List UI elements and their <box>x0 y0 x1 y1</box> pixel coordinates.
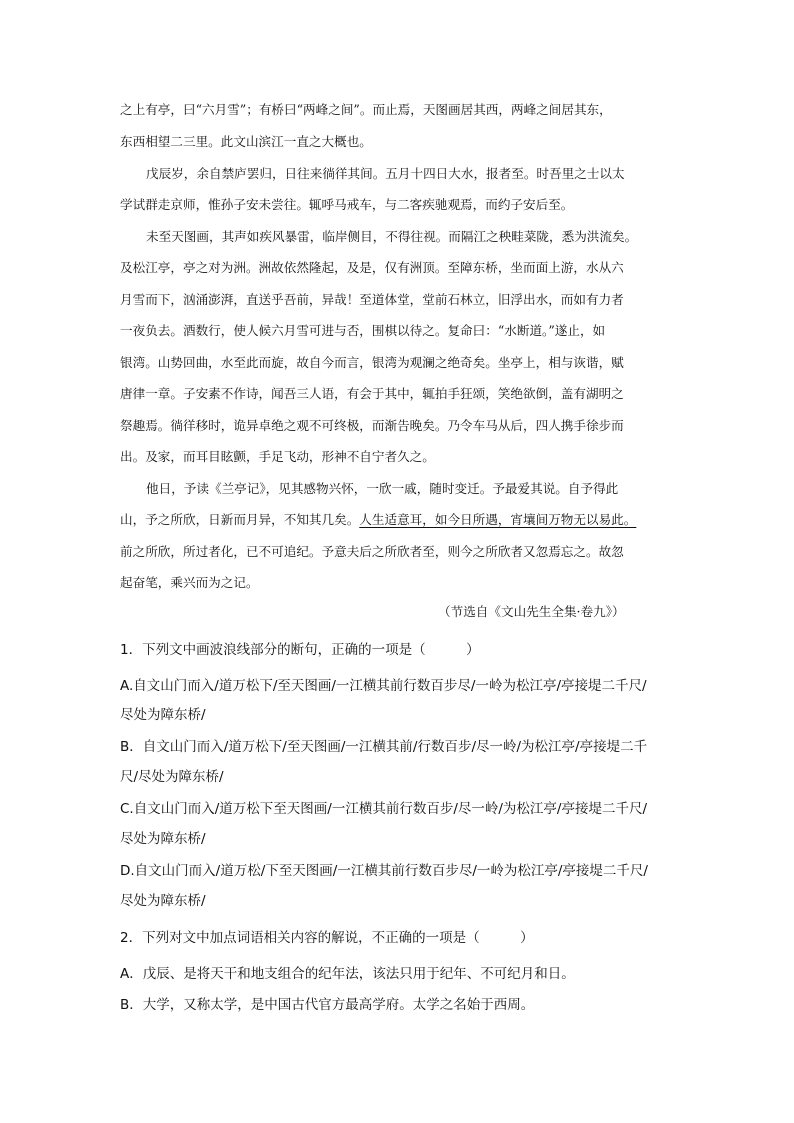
option-d-cont: 尽处为障东桥/ <box>120 893 206 909</box>
option-a-cont: 尽处为障东桥/ <box>120 707 206 723</box>
option-b-cont: 尺/尽处为障东桥/ <box>120 769 224 785</box>
passage-line: 唐律一章。子安素不作诗，闻吾三人语，有会于其中，辄拍手狂颂，笑绝欲倒，盖有湖明之 <box>120 386 624 401</box>
option-c-cont: 尽处为障东桥/ <box>120 831 206 847</box>
option-a: A．戊辰、是将天干和地支组合的纪年法，该法只用于纪年、不可纪月和日。 <box>120 966 575 982</box>
passage-line <box>120 511 636 529</box>
passage-line: 一夜负去。酒数行，使人候六月雪可进与否，围棋以待之。复命曰：“水断道。”遂止，如 <box>120 323 606 338</box>
passage-line: 他日，予读《兰亭记》，见其感物兴怀，一欣一戚，随时变迁。予最爱其说。自予得此 <box>146 481 619 496</box>
passage-text: 山，予之所欣，日新而月异，不知其几矣。 <box>120 512 360 527</box>
passage-line: 东西相望二三里。此文山滨江一直之大概也。 <box>120 134 372 149</box>
option-b: B．大学，又称太学，是中国古代官方最高学府。太学之名始于西周。 <box>120 997 535 1013</box>
passage-line: 银湾。山势回曲，水至此而旋，故自今而言，银湾为观澜之绝奇矣。坐亭上，相与诙谐，赋 <box>120 355 624 370</box>
source-citation: （节选自《文山先生全集·卷九》） <box>438 604 625 619</box>
option-c: C.自文山门而入/道万松下至天图画/一江横其前行数百步/尽一岭/为松江亭/亭接堤二千尺/ <box>120 801 648 817</box>
option-a: A.自文山门而入/道万松下/至天图画/一江横其前行数百步尽/一岭为松江亭/亭接堤二千尺/ <box>120 678 647 694</box>
question-2-stem: 2．下列对文中加点词语相关内容的解说，不正确的一项是（ ） <box>120 930 534 946</box>
passage-line: 月雪而下，汹涌澎湃，直送乎吾前，异哉！至道体堂，堂前石林立，旧浮出水，而如有力者 <box>120 292 624 307</box>
passage-line: 学试群走京师，惟孙子安未尝往。辄呼马戒车，与二客疾驰观焉，而约子安后至。 <box>120 197 574 212</box>
passage-line: 出。及家，而耳目眩颤，手足飞动，形神不自宁者久之。 <box>120 449 435 464</box>
passage-line: 祭趣焉。徜徉移时，诡异卓绝之观不可终极，而渐告晚矣。乃令车马从后，四人携手徐步而 <box>120 418 624 433</box>
passage-line: 戊辰岁，余自禁庐罢归，日往来徜徉其间。五月十四日大水，报者至。时吾里之士以太 <box>146 166 625 181</box>
underlined-sentence: 人生适意耳，如今日所遇，宵壤间万物无以易此。 <box>359 512 637 527</box>
passage-line: 之上有亭，曰“六月雪”；有桥曰“两峰之间”。而止焉，天图画居其西，两峰之间居其东， <box>120 102 612 117</box>
question-1-stem: 1．下列文中画波浪线部分的断句，正确的一项是（ ） <box>120 642 480 658</box>
passage-line: 起奋笔，乘兴而为之记。 <box>120 575 259 590</box>
passage-line: 前之所欣，所过者化，已不可追纪。予意夫后之所欣者至，则今之所欣者又忽焉忘之。故忽 <box>120 544 624 559</box>
option-d: D.自文山门而入/道万松/下至天图画/一江横其前行数百步尽/一岭为松江亭/亭接堤二千尺/ <box>120 863 648 879</box>
passage-line: 未至天图画，其声如疾风暴雷，临岸侧目，不得往视。而隔江之秧畦菜陇，悉为洪流矣。 <box>146 229 638 244</box>
passage-line: 及松江亭，亭之对为洲。洲故依然隆起，及是，仅有洲顶。至障东桥，坐而面上游，水从六 <box>120 260 624 275</box>
option-b: B．自文山门而入/道万松下/至天图画/一江横其前/行数百步/尽一岭/为松江亭/亭接堤二千 <box>120 739 648 755</box>
